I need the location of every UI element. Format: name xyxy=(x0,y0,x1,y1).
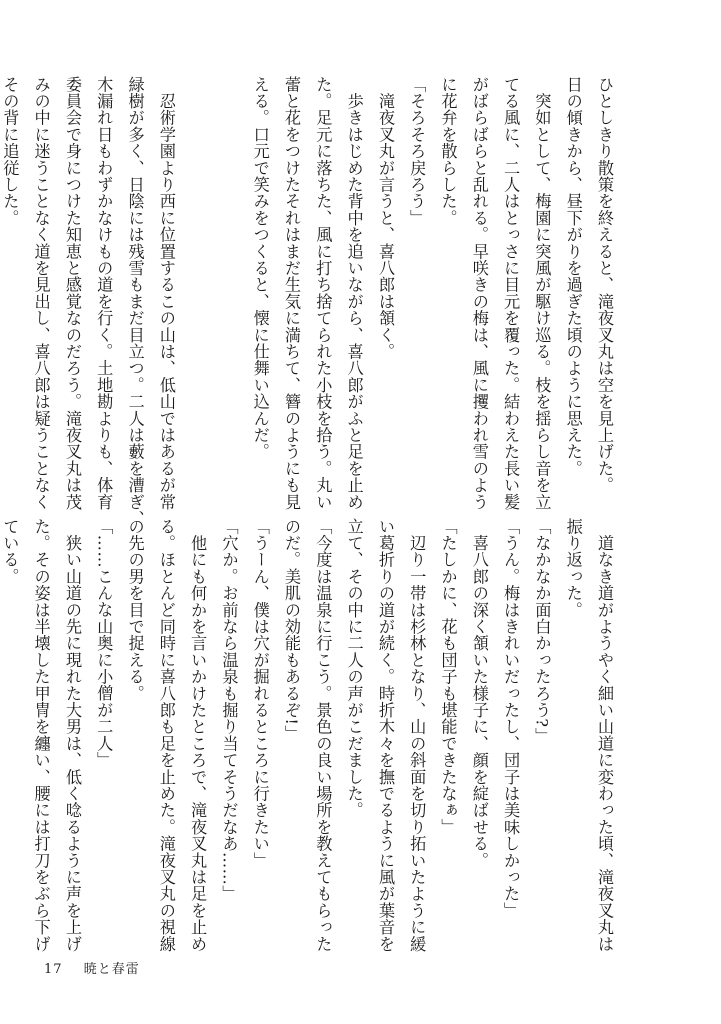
top-text-block xyxy=(0,76,620,527)
text-line: 喜八郎の深く頷いた様子に、顔を綻ばせる。 xyxy=(469,518,489,869)
text-line: 「うーん、僕は穴が掘れるところに行きたい」 xyxy=(250,518,270,869)
text-line: 他にも何かを言いかけたところで、滝夜叉丸は足を止め xyxy=(188,518,208,953)
text-line: 「……こんな山奥に小僧が二人」 xyxy=(94,518,114,769)
text-line: 道なき道がようやく細い山道に変わった頃、滝夜叉丸は xyxy=(595,518,614,953)
text-line: に花弁を散らした。 xyxy=(438,76,458,227)
text-line: た。足元に落ちた、風に打ち捨てられた小枝を拾う。丸い xyxy=(313,76,333,511)
book-title: 暁と春雷 xyxy=(83,962,140,977)
page-footer xyxy=(44,958,140,977)
text-line: 狭い山道の先に現れた大男は、低く唸るように声を上げ xyxy=(62,518,82,953)
text-line: 「うん。梅はきれいだったし、団子は美味しかった」 xyxy=(501,518,521,919)
text-line: 「なかなか面白かったろう?」 xyxy=(532,518,552,745)
text-line: 日の傾きから、昼下がりを過ぎた頃のように思えた。 xyxy=(563,76,583,477)
text-line: る。ほとんど同時に喜八郎も足を止めた。滝夜叉丸の視線 xyxy=(156,518,176,953)
text-line: 蕾と花をつけたそれはまだ生気に満ちて、簪のようにも見 xyxy=(282,76,302,511)
text-line: みの中に迷うことなく道を見出し、喜八郎は疑うことなく xyxy=(31,76,51,511)
text-line: 委員会で身につけた知恵と感覚なのだろう。滝夜叉丸は茂 xyxy=(62,76,82,511)
text-line: 滝夜叉丸が言うと、喜八郎は頷く。 xyxy=(375,76,395,360)
text-line: てる風に、二人はとっさに目元を覆った。結わえた長い髪 xyxy=(501,76,521,511)
text-line: 辺り一帯は杉林となり、山の斜面を切り拓いたように緩 xyxy=(407,518,427,953)
text-line: い葛折りの道が続く。時折木々を撫でるように風が葉音を xyxy=(375,518,395,953)
text-line: 忍術学園より西に位置するこの山は、低山ではあるが常 xyxy=(156,76,176,511)
text-line: 「今度は温泉に行こう。景色の良い場所を教えてもらった xyxy=(313,518,333,953)
text-line: のだ。美肌の効能もあるぞ!」 xyxy=(282,518,302,743)
text-line: 木漏れ日もわずかなけもの道を行く。土地勘よりも、体育 xyxy=(94,76,114,511)
text-line: 立て、その中に二人の声がこだました。 xyxy=(344,518,364,819)
text-line: 歩きはじめた背中を追いながら、喜八郎がふと足を止め xyxy=(344,76,364,511)
text-line: ている。 xyxy=(0,518,20,585)
text-line: 振り返った。 xyxy=(563,518,583,619)
text-line: える。口元で笑みをつくると、懐に仕舞い込んだ。 xyxy=(250,76,270,461)
text-line: ひとしきり散策を終えると、滝夜叉丸は空を見上げた。 xyxy=(595,76,614,494)
text-line: 緑樹が多く、日陰には残雪もまだ目立つ。二人は藪を漕ぎ、 xyxy=(125,76,145,527)
text-line: の先の男を目で捉える。 xyxy=(125,518,145,702)
text-line: その背に追従した。 xyxy=(0,76,20,227)
text-line: 「たしかに、花も団子も堪能できたなぁ」 xyxy=(438,518,458,836)
text-line: 突如として、梅園に突風が駆け巡る。枝を揺らし音を立 xyxy=(532,76,552,511)
page-number: 17 xyxy=(44,962,63,977)
text-line xyxy=(182,76,213,476)
text-line: 「穴か。お前なら温泉も掘り当てそうだなあ……」 xyxy=(219,518,239,903)
bottom-text-block xyxy=(0,518,620,953)
text-line: 「そろそろ戻ろう」 xyxy=(407,76,427,227)
text-line xyxy=(213,76,244,476)
text-line: た。その姿は半壊した甲冑を纏い、腰には打刀をぶら下げ xyxy=(31,518,51,953)
text-line: がばらばらと乱れる。早咲きの梅は、風に攫われ雪のよう xyxy=(469,76,489,511)
